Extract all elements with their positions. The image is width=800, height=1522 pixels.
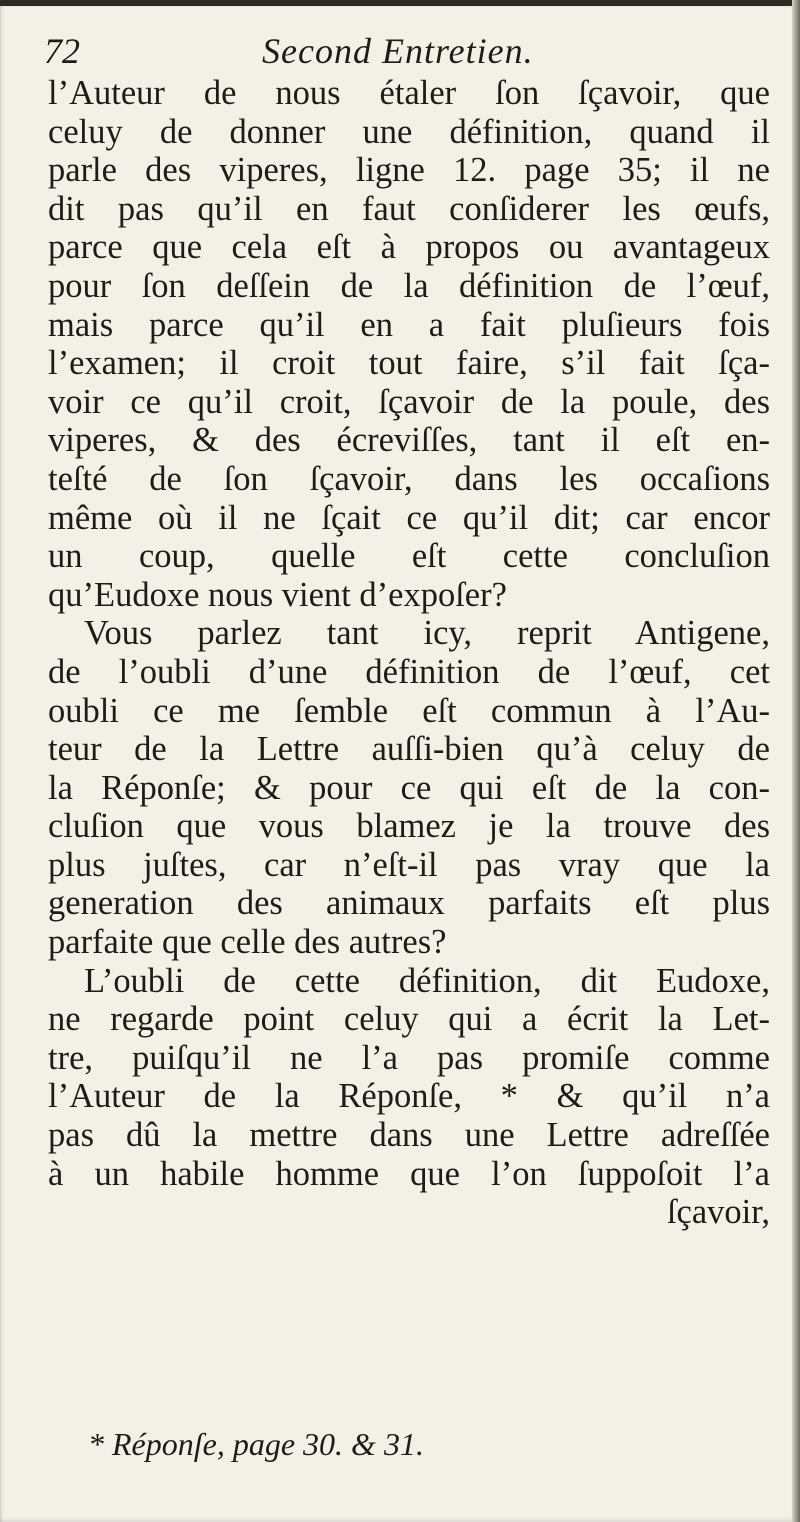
running-head [44, 30, 764, 70]
text-line-12: même où il ne ſçait ce qu’il dit; car encor [48, 498, 770, 537]
top-shadow-rule [0, 0, 800, 6]
text-line-25: ne regarde point celuy qui a écrit la Let- [48, 1000, 770, 1039]
catchword: ſçavoir, [666, 1193, 770, 1232]
text-line-1: l’Auteur de nous étaler ſon ſçavoir, que [48, 74, 770, 112]
text-line-7: mais parce qu’il en a fait pluſieurs fois [48, 305, 770, 344]
text-line-8: l’examen; il croit tout faire, s’il fait ſça- [48, 344, 770, 383]
text-line-5: parce que cela eſt à propos ou avantageux [48, 228, 770, 267]
text-line-28: pas dû la mettre dans une Lettre adreſſée [48, 1116, 770, 1155]
text-line-20: cluſion que vous blamez je la trouve des [48, 807, 770, 846]
text-line-6: pour ſon deſſein de la définition de l’œuf, [48, 266, 770, 305]
text-line-26: tre, puiſqu’il ne l’a pas promiſe comme [48, 1038, 770, 1077]
page-number: 72 [44, 31, 80, 71]
text-line-17: oubli ce me ſemble eſt commun à l’Au- [48, 691, 770, 730]
body-text [48, 74, 770, 1232]
text-line-2: celuy de donner une définition, quand il [48, 112, 770, 151]
text-line-3: parle des viperes, ligne 12. page 35; il ne [48, 151, 770, 190]
text-line-29: à un habile homme que l’on ſuppoſoit l’a [48, 1154, 770, 1193]
text-line-18: teur de la Lettre auſſi-bien qu’à celuy de [48, 730, 770, 769]
page-gutter-edge [792, 0, 800, 1522]
text-line-19: la Réponſe; & pour ce qui eſt de la con- [48, 768, 770, 807]
text-line-16: de l’oubli d’une définition de l’œuf, cet [48, 652, 770, 691]
text-line-22: generation des animaux parfaits eſt plus [48, 884, 770, 923]
text-line-14: qu’Eudoxe nous vient d’expoſer? [48, 575, 507, 614]
text-line-9: voir ce qu’il croit, ſçavoir de la poule, des [48, 382, 770, 421]
footnote: * Réponſe, page 30. & 31. [88, 1426, 424, 1462]
text-line-21: plus juſtes, car n’eſt-il pas vray que la [48, 845, 770, 884]
text-line-4: dit pas qu’il en faut conſiderer les œufs, [48, 189, 770, 228]
text-line-27: l’Auteur de la Réponſe, * & qu’il n’a [48, 1077, 770, 1116]
text-line-24: L’oubli de cette définition, dit Eudoxe, [84, 961, 770, 1000]
text-line-15: Vous parlez tant icy, reprit Antigene, [84, 614, 770, 653]
text-line-10: viperes, & des écreviſſes, tant il eſt en- [48, 421, 770, 460]
text-line-13: un coup, quelle eſt cette concluſion [48, 537, 770, 576]
text-line-23: parfaite que celle des autres? [48, 923, 447, 962]
running-title: Second Entretien. [262, 31, 534, 71]
text-line-11: teſté de ſon ſçavoir, dans les occaſions [48, 459, 770, 498]
